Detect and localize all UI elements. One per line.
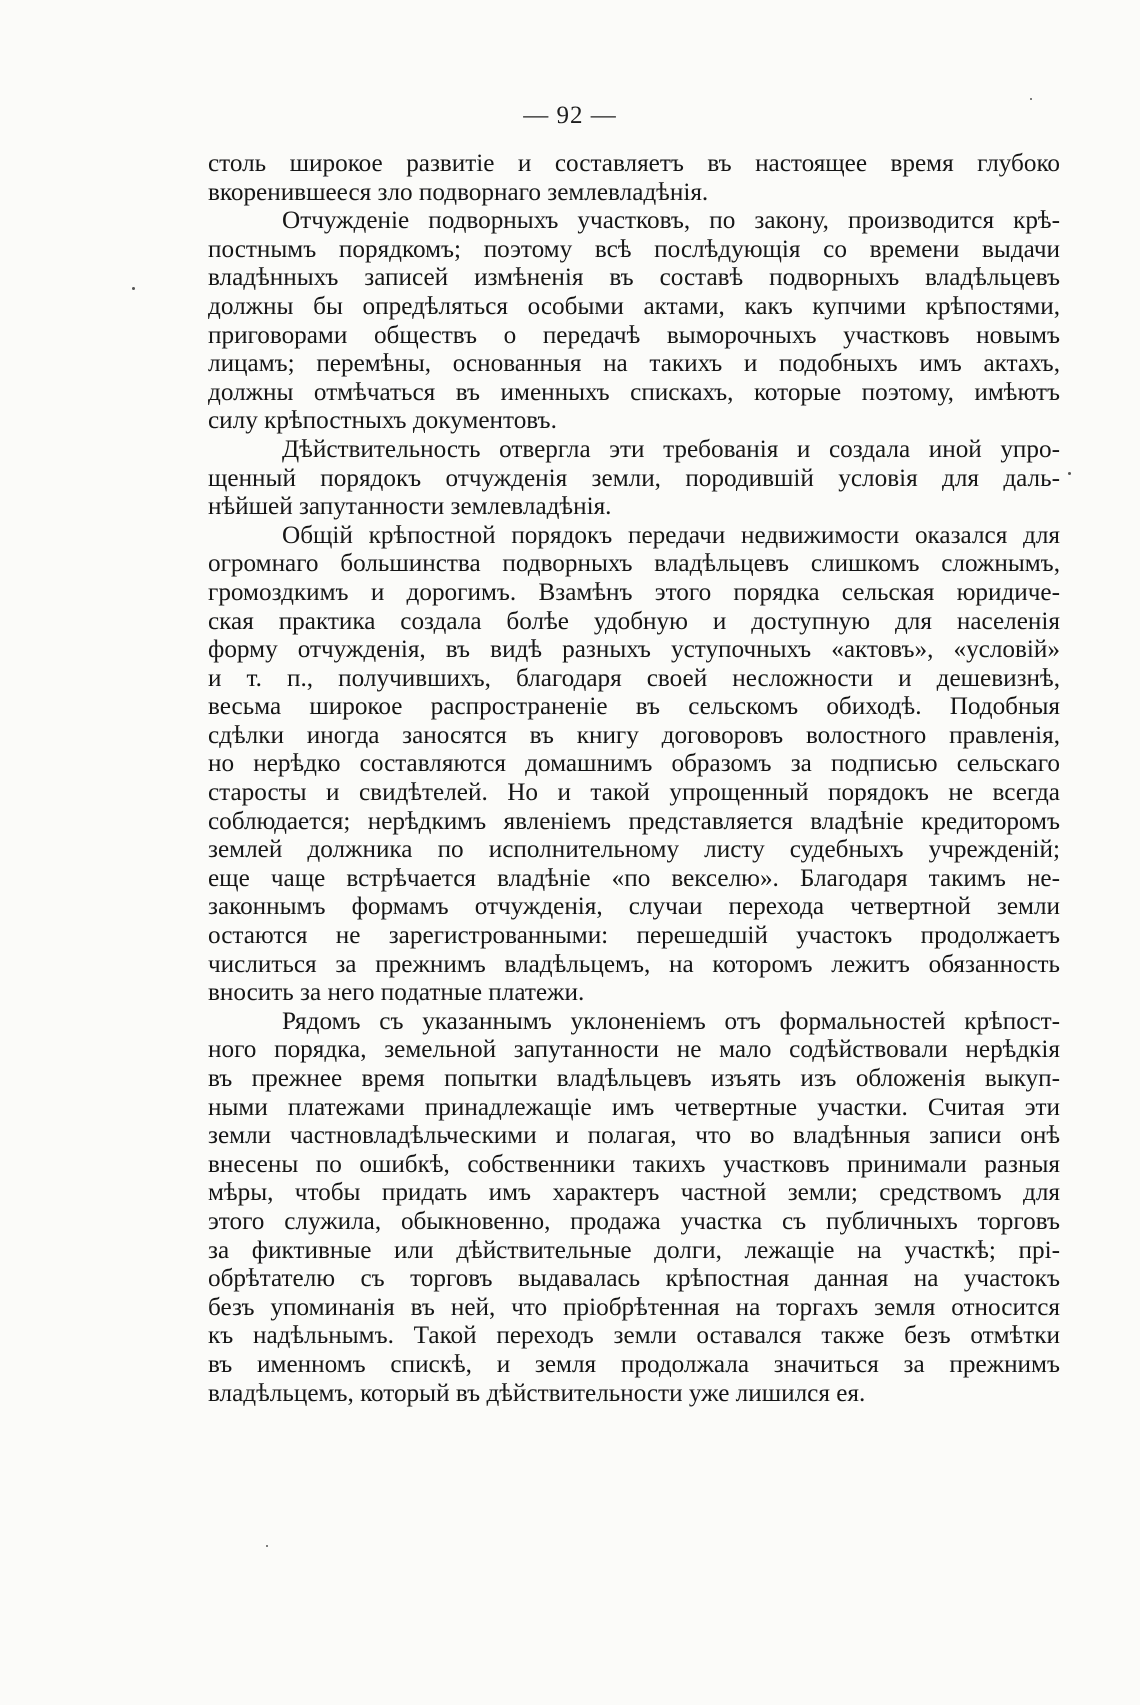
text-line: Дѣйствительность отвергла эти требованія и создала иной упро- [282,435,1060,463]
text-line: еще чаще встрѣчается владѣніе «по векселю». Благодаря такимъ не- [208,864,1060,892]
text-line: за фиктивные или дѣйствительные долги, лежащіе на участкѣ; прі- [208,1236,1060,1264]
text-line: ного порядка, земельной запутанности не мало содѣйствовали нерѣдкія [208,1036,1060,1064]
text-line: законнымъ формамъ отчужденія, случаи перехода четвертной земли [208,893,1060,921]
text-line: форму отчужденія, въ видѣ разныхъ уступочныхъ «актовъ», «условій» [208,636,1060,664]
text-line: мѣры, чтобы придать имъ характеръ частной земли; средствомъ для [208,1179,1060,1207]
text-line: но нерѣдко составляются домашнимъ образомъ за подписью сельскаго [208,750,1060,778]
text-line: нѣйшей запутанности землевладѣнія. [208,493,612,521]
text-line: владѣнныхъ записей измѣненія въ составѣ подворныхъ владѣльцевъ [208,264,1060,292]
text-line: Общій крѣпостной порядокъ передачи недвижимости оказался для [282,521,1060,549]
text-line: вкоренившееся зло подворнаго землевладѣнія. [208,178,709,206]
text-line: въ прежнее время попытки владѣльцевъ изъять изъ обложенія выкуп- [208,1065,1060,1092]
text-line: старосты и свидѣтелей. Но и такой упрощенный порядокъ не всегда [208,779,1060,807]
scan-speck [1068,472,1071,475]
text-line: столь широкое развитіе и составляетъ въ настоящее время глубоко [208,150,1060,177]
text-line: постнымъ порядкомъ; поэтому всѣ послѣдующія со времени выдачи [208,235,1060,263]
text-line: приговорами обществъ о передачѣ выморочныхъ участковъ новымъ [208,321,1060,349]
page-number: — 92 — [523,102,617,129]
text-line: вносить за него податные платежи. [208,979,585,1007]
text-line: щенный порядокъ отчужденія земли, породившій условія для даль- [208,464,1060,492]
text-line: Рядомъ съ указаннымъ уклоненіемъ отъ формальностей крѣпост- [282,1007,1060,1035]
text-line: ская практика создала болѣе удобную и доступную для населенія [208,607,1060,635]
scan-speck [266,1545,268,1547]
text-line: этого служила, обыкновенно, продажа участка съ публичныхъ торговъ [208,1207,1060,1235]
text-line: должны бы опредѣляться особыми актами, какъ купчими крѣпостями, [208,292,1060,320]
scan-speck [1030,98,1032,100]
text-line: земли частновладѣльческими и полагая, что во владѣнныя записи онѣ [208,1122,1060,1150]
text-line: ными платежами принадлежащіе имъ четвертные участки. Считая эти [208,1093,1060,1121]
text-line: весьма широкое распространеніе въ сельскомъ обиходѣ. Подобныя [208,693,1060,721]
text-line: въ именномъ спискѣ, и земля продолжала значиться за прежнимъ [208,1350,1060,1378]
text-line: соблюдается; нерѣдкимъ явленіемъ представляется владѣніе кредиторомъ [208,807,1060,835]
text-line: обрѣтателю съ торговъ выдавалась крѣпостная данная на участокъ [208,1265,1060,1293]
text-line: къ надѣльнымъ. Такой переходъ земли оставался также безъ отмѣтки [208,1322,1060,1350]
text-line: числиться за прежнимъ владѣльцемъ, на которомъ лежитъ обязанность [208,950,1060,978]
scan-speck [132,287,135,290]
body-text [208,150,1060,1408]
text-line: огромнаго большинства подворныхъ владѣльцевъ слишкомъ сложнымъ, [208,550,1060,578]
text-line: должны отмѣчаться въ именныхъ спискахъ, которые поэтому, имѣютъ [208,378,1060,406]
text-line: остаются не зарегистрованными: перешедшій участокъ продолжаетъ [208,922,1060,950]
text-line: безъ упоминанія въ ней, что пріобрѣтенная на торгахъ земля относится [208,1293,1060,1321]
text-line: Отчужденіе подворныхъ участковъ, по закону, производится крѣ- [282,207,1060,235]
text-line: лицамъ; перемѣны, основанныя на такихъ и подобныхъ имъ актахъ, [208,350,1060,378]
text-line: внесены по ошибкѣ, собственники такихъ участковъ принимали разныя [208,1150,1060,1178]
text-line: землей должника по исполнительному листу судебныхъ учрежденій; [208,836,1060,864]
text-line: и т. п., получившихъ, благодаря своей несложности и дешевизнѣ, [208,664,1060,692]
text-line: силу крѣпостныхъ документовъ. [208,407,557,435]
text-line: сдѣлки иногда заносятся въ книгу договоровъ волостного правленія, [208,721,1060,749]
text-line: громоздкимъ и дорогимъ. Взамѣнъ этого порядка сельская юридиче- [208,578,1060,606]
text-line: владѣльцемъ, который въ дѣйствительности уже лишился ея. [208,1379,866,1407]
